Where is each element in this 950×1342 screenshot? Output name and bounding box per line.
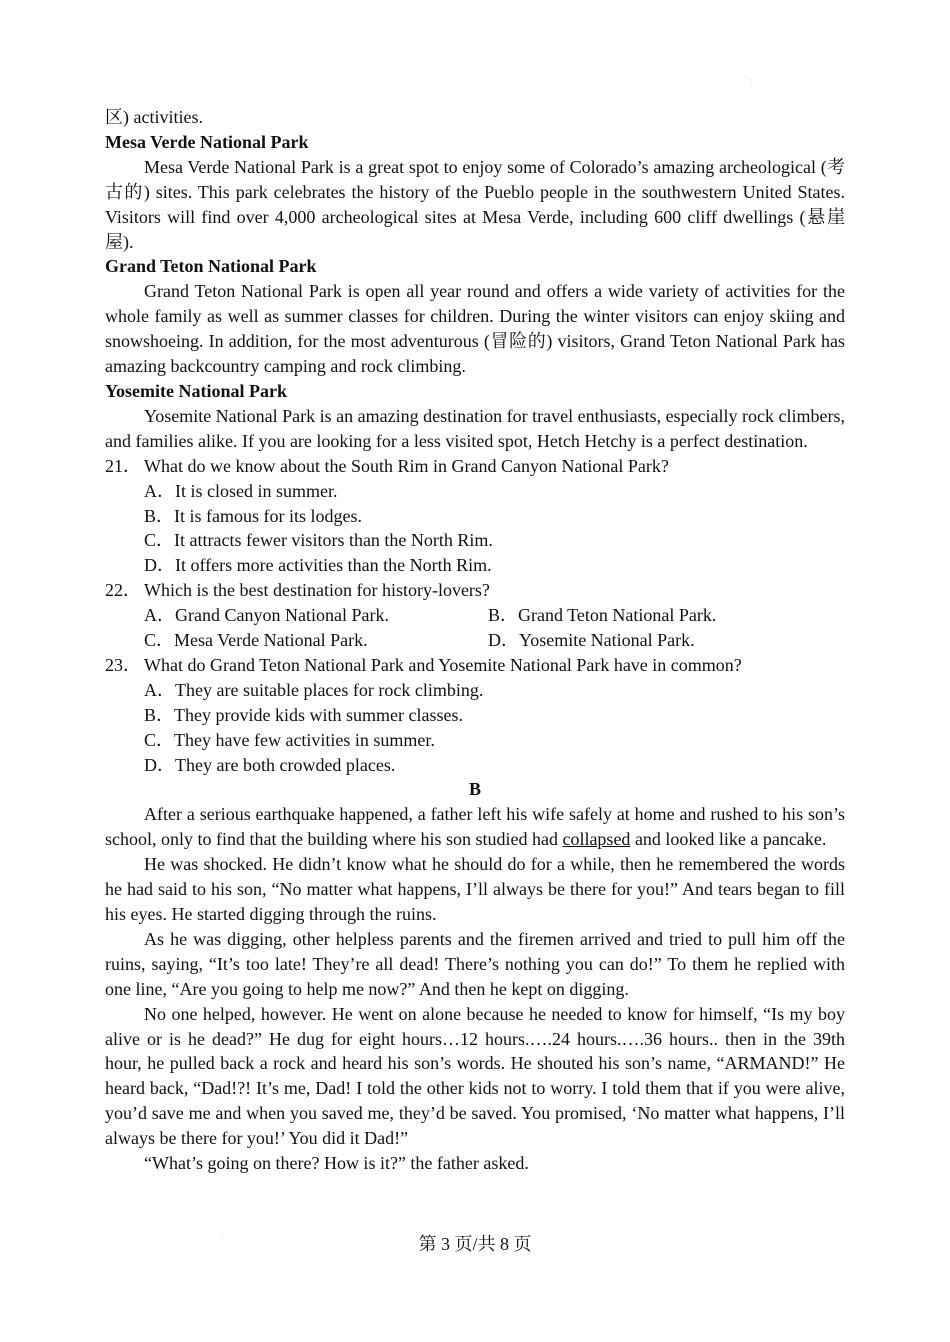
yosemite-paragraph: Yosemite National Park is an amazing destination for travel enthusiasts, especially rock climbers, and families alike. If you are looking for a less visited spot, Hetch Hetchy is a perfect destination. (105, 405, 845, 451)
passage-b-paragraph-1 (105, 802, 845, 852)
passage-b-paragraph-2: He was shocked. He didn’t know what he should do for a while, then he remembered the words he had said to his son, “No matter what happens, I’ll always be there for you!” And tears began to fill his eyes. He started digging through the ruins. (105, 854, 845, 924)
passage-b-paragraph-5: “What’s going on there? How is it?” the father asked. (144, 1153, 529, 1174)
passage-b-label: B (468, 779, 481, 800)
grand-teton-heading: Grand Teton National Park (105, 256, 317, 277)
underlined-word-collapsed: collapsed (562, 829, 631, 850)
passage-b-p1-before: After a serious earthquake happened, a father left his wife safely at home and rushed to his son’s school, only to find that the building where his son studied had (105, 804, 845, 850)
question-21-stem: What do we know about the South Rim in Grand Canyon National Park? (144, 455, 669, 476)
question-21-option-b: B．It is famous for its lodges. (144, 505, 362, 526)
scan-mark-top: : (750, 78, 752, 84)
grand-teton-paragraph: Grand Teton National Park is open all year round and offers a wide variety of activities for the whole family as well as summer classes for children. During the winter visitors can enjoy skiing and snowshoeing. In addition, for the most adventurous (冒险的) visitors, Grand Teton National Park has amazing backcountry camping and rock climbing. (105, 281, 845, 377)
question-22-option-d: D．Yosemite National Park. (488, 630, 695, 651)
mesa-verde-heading: Mesa Verde National Park (105, 131, 309, 152)
question-21-option-d: D．It offers more activities than the North Rim. (144, 555, 492, 576)
question-22-option-b: B．Grand Teton National Park. (488, 605, 717, 626)
question-21-number: 21． (105, 455, 141, 476)
question-23-stem: What do Grand Teton National Park and Yosemite National Park have in common? (144, 654, 742, 675)
question-21-option-c: C．It attracts fewer visitors than the North Rim. (144, 530, 493, 551)
question-22-option-c: C．Mesa Verde National Park. (144, 630, 368, 651)
mesa-verde-paragraph: Mesa Verde National Park is a great spot to enjoy some of Colorado’s amazing archeological (考古的) sites. This park celebrates the history of the Pueblo people in the southwestern United States. Visitors will find over 4,000 archeological sites at Mesa Verde, including 600 cliff dwellings (悬崖屋). (105, 156, 845, 252)
passage-b-p1-after: and looked like a pancake. (630, 829, 827, 850)
question-23 (105, 653, 845, 678)
question-23-number: 23． (105, 654, 141, 675)
question-22-options-row-1 (105, 603, 845, 628)
question-22-number: 22． (105, 580, 141, 601)
question-21-option-a: A．It is closed in summer. (144, 480, 338, 501)
question-23-option-a: A．They are suitable places for rock climbing. (144, 679, 484, 700)
continuation-line: 区) activities. (105, 107, 203, 127)
passage-b-paragraph-4: No one helped, however. He went on alone because he needed to know for himself, “Is my boy alive or is he dead?” He dug for eight hours…12 hours.….24 hours.….36 hours.. then in the 39th hour, he pulled back a rock and heard his son’s words. He shouted his son’s name, “ARMAND!” He heard back, “Dad!?! It’s me, Dad! I told the other kids not to worry. I told them that if you were alive, you’d save me and when you saved me, they’d be saved. You promised, ‘No matter what happens, I’ll always be there for you!’ You did it Dad!” (105, 1003, 845, 1149)
question-23-option-c: C．They have few activities in summer. (144, 729, 435, 750)
question-23-option-b: B．They provide kids with summer classes. (144, 704, 463, 725)
question-21 (105, 454, 845, 479)
question-22-stem: Which is the best destination for history-lovers? (144, 580, 490, 601)
passage-b-paragraph-3: As he was digging, other helpless parents and the firemen arrived and tried to pull him off the ruins, saying, “It’s too late! They’re all dead! There’s nothing you can do!” To them he replied with one line, “Are you going to help me now?” And then he kept on digging. (105, 928, 845, 999)
page-content (105, 105, 845, 1176)
question-22 (105, 578, 845, 603)
page-number-footer: 第 3 页/共 8 页 (418, 1234, 532, 1254)
yosemite-heading: Yosemite National Park (105, 380, 287, 401)
question-23-option-d: D．They are both crowded places. (144, 754, 396, 775)
scan-mark-bottom: : (222, 1233, 224, 1239)
question-22-options-row-2 (105, 628, 845, 653)
question-22-option-a: A．Grand Canyon National Park. (144, 605, 389, 626)
